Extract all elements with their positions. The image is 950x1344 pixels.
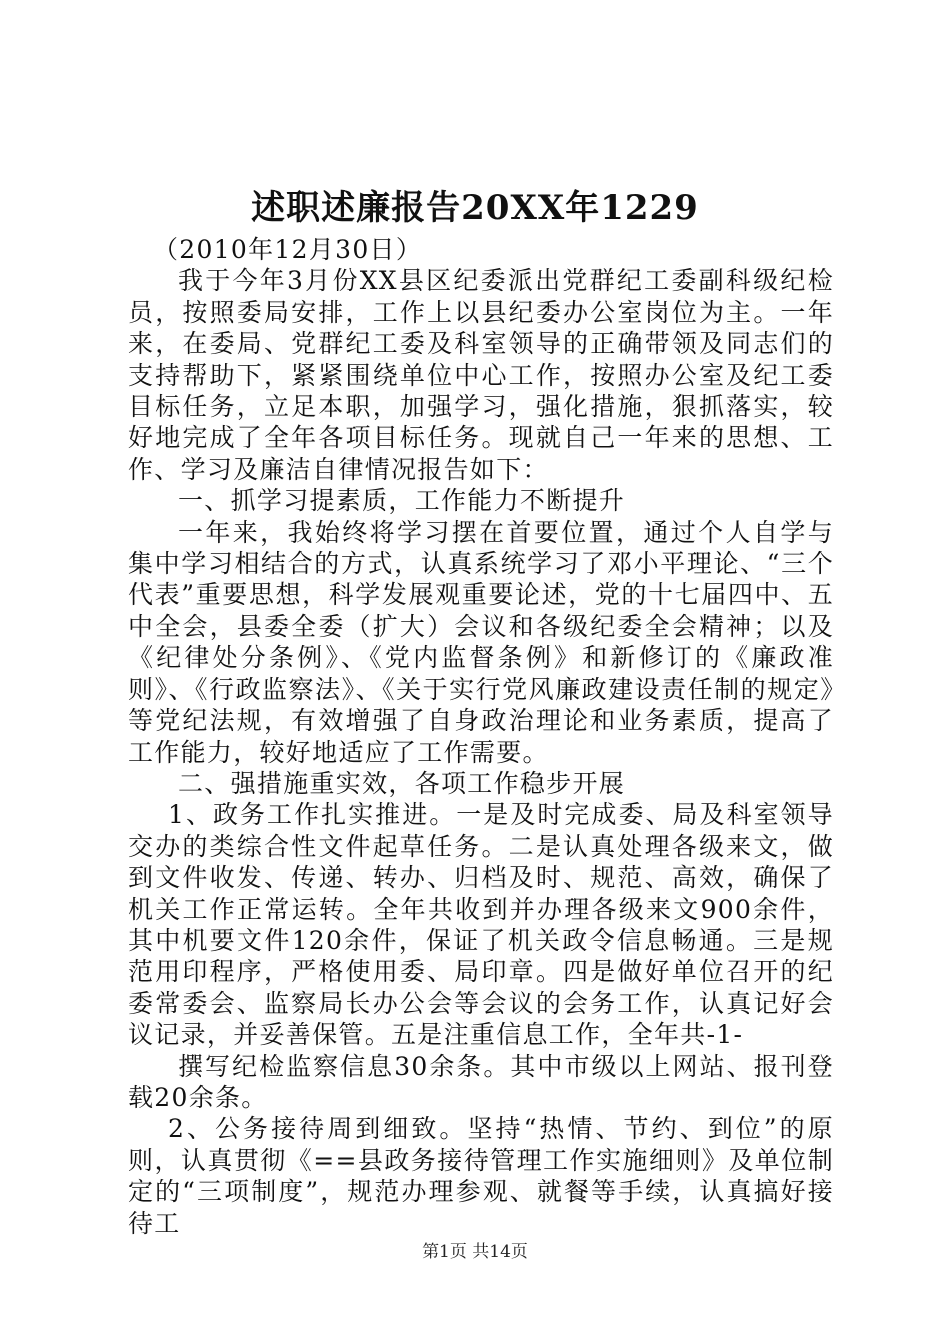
intro-paragraph: 我于今年3月份XX县区纪委派出党群纪工委副科级纪检员，按照委局安排，工作上以县纪委办公室岗位为主。一年来，在委局、党群纪工委及科室领导的正确带领及同志们的支持帮助下，紧紧围绕单位中心工作，按照办公室及纪工委目标任务，立足本职，加强学习，强化措施，狠抓落实，较好地完成了全年各项目标任务。现就自己一年来的思想、工作、学习及廉洁自律情况报告如下： xyxy=(128,266,834,484)
page-number-footer: 第1页 共14页 xyxy=(422,1242,528,1262)
document-title: 述职述廉报告20XX年1229 xyxy=(251,188,699,228)
section-heading-1: 一、抓学习提素质，工作能力不断提升 xyxy=(178,486,626,516)
document-body xyxy=(128,234,834,1239)
report-date: （2010年12月30日） xyxy=(153,235,423,264)
study-paragraph: 一年来，我始终将学习摆在首要位置，通过个人自学与集中学习相结合的方式，认真系统学习了邓小平理论、“三个代表”重要思想，科学发展观重要论述，党的十七届四中、五中全会，县委全委（扩大）会议和各级纪委全会精神；以及《纪律处分条例》、《党内监督条例》和新修订的《廉政准则》、《行政监察法》、《关于实行党风廉政建设责任制的规定》等党纪法规，有效增强了自身政治理论和业务素质，提高了工作能力，较好地适应了工作需要。 xyxy=(128,517,834,767)
reception-paragraph: 2、公务接待周到细致。坚持“热情、节约、到位”的原则，认真贯彻《==县政务接待管理工作实施细则》及单位制定的“三项制度”，规范办理参观、就餐等手续，认真搞好接待工 xyxy=(128,1114,834,1238)
government-affairs-paragraph: 1、政务工作扎实推进。一是及时完成委、局及科室领导交办的类综合性文件起草任务。二是认真处理各级来文，做到文件收发、传递、转办、归档及时、规范、高效，确保了机关工作正常运转。全年共收到并办理各级来文900余件，其中机要文件120余件，保证了机关政令信息畅通。三是规范用印程序，严格使用委、局印章。四是做好单位召开的纪委常委会、监察局长办公会等会议的会务工作，认真记好会议记录，并妥善保管。五是注重信息工作，全年共-1- xyxy=(128,800,834,1050)
information-paragraph: 撰写纪检监察信息30余条。其中市级以上网站、报刊登载20余条。 xyxy=(128,1051,834,1112)
section-heading-2: 二、强措施重实效，各项工作稳步开展 xyxy=(178,768,626,798)
